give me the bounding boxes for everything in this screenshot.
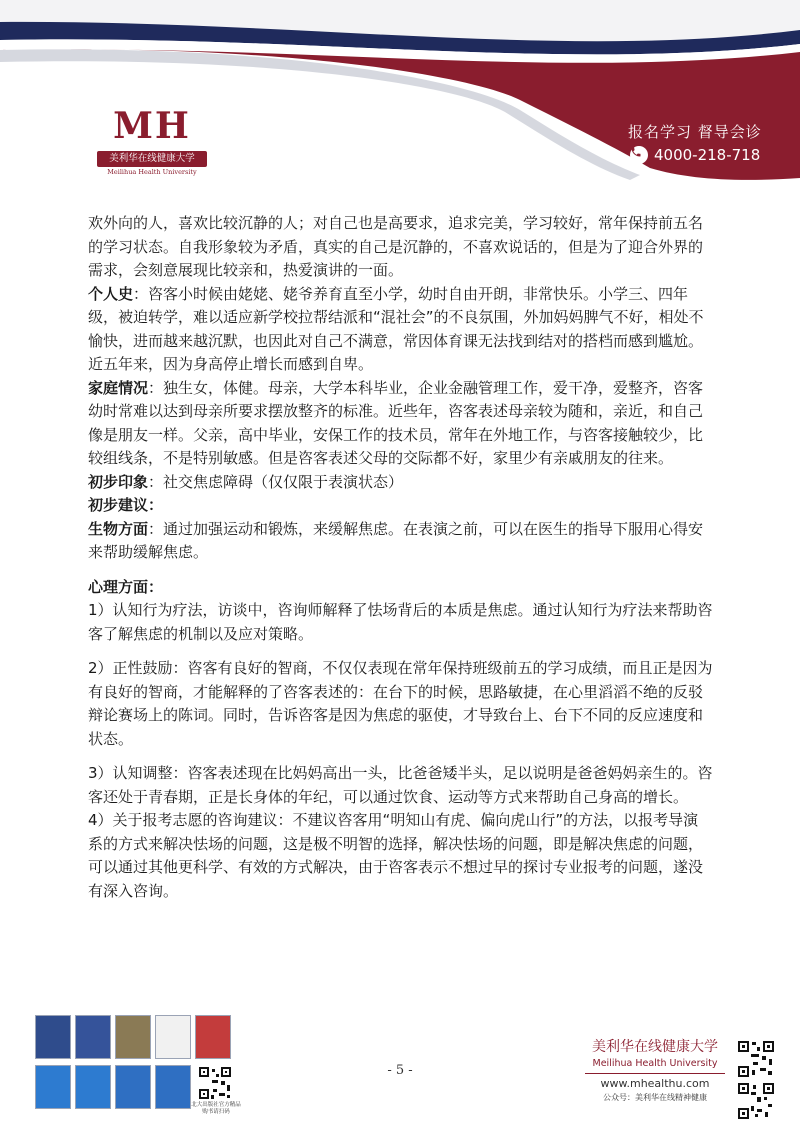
list-item: 4）关于报考志愿的咨询建议：不建议咨客用“明知山有虎、偏向虎山行”的方法，以报考导演系的方式来解决怯场的问题，这是极不明智的选择，解决怯场的问题，即是解决焦虑的问题，可以通过其他更科学、有效的方式解决，由于咨客表示不想过早的探讨专业报考的问题，遂没有深入咨询。 [88, 811, 704, 900]
footer-url[interactable]: www.mhealthu.com [600, 1077, 710, 1090]
footer-org-en: Meilihua Health University [592, 1058, 718, 1069]
family-paragraph [88, 377, 713, 471]
header-slogan: 报名学习 督导会诊 [628, 123, 762, 141]
qr-caption: 北大出版社官方精品 购书请扫码 [191, 1102, 241, 1115]
book-cover[interactable] [155, 1015, 191, 1059]
family-label: 家庭情况 [88, 378, 149, 397]
personal-history-text: ：咨客小时候由姥姥、姥爷养育直至小学，幼时自由开朗，非常快乐。小学三、四年级，被迫转学，难以适应新学校拉帮结派和“混社会”的不良氛围，外加妈妈脾气不好，相处不愉快，进而越来越沉默，也因此对自己不满意，常因体育课无法找到结对的搭档而感到尴尬。近五年来，因为身高停止增长而感到自卑。 [88, 284, 704, 373]
logo-ribbon: 美利华在线健康大学 [97, 151, 207, 167]
footer-wechat: 公众号：美利华在线精神健康 [603, 1093, 707, 1102]
impression-label: 初步印象 [88, 472, 149, 491]
qr-code-icon[interactable] [737, 1040, 775, 1078]
header-phone[interactable] [630, 146, 760, 164]
personal-history-label: 个人史 [88, 284, 134, 303]
impression-paragraph [88, 471, 713, 495]
logo-text: MH [113, 105, 191, 147]
footer-divider [585, 1073, 725, 1074]
qr-code-icon[interactable] [737, 1082, 775, 1120]
document-body [88, 212, 713, 903]
family-text: ：独生女，体健。母亲，大学本科毕业，企业金融管理工作，爱干净，爱整齐，咨客幼时常难以达到母亲所要求摆放整齐的标准。近些年，咨客表述母亲较为随和，亲近，和自己像是朋友一样。父亲，高中毕业，安保工作的技术员，常年在外地工作，与咨客接触较少，比较组线条，不是特别敏感。但是咨客表述父母的交际都不好，家里少有亲戚朋友的往来。 [88, 378, 704, 467]
logo-subtitle: Meilihua Health University [107, 168, 197, 176]
suggestion-label: 初步建议： [88, 496, 164, 514]
footer-org-name: 美利华在线健康大学 [592, 1039, 718, 1055]
bio-text: ：通过加强运动和锻炼，来缓解焦虑。在表演之前，可以在医生的指导下服用心得安来帮助缓解焦虑。 [88, 519, 704, 561]
phone-icon [630, 146, 648, 164]
intro-paragraph: 欢外向的人，喜欢比较沉静的人；对自己也是高要求，追求完美，学习较好，常年保持前五名的学习状态。自我形象较为矛盾，真实的自己是沉静的，不喜欢说话的，但是为了迎合外界的需求，会刻意展现比较亲和，热爱演讲的一面。 [88, 214, 704, 279]
book-cover[interactable] [35, 1015, 71, 1059]
list-item: 1）认知行为疗法，访谈中，咨询师解释了怯场背后的本质是焦虑。通过认知行为疗法来帮助咨客了解焦虑的机制以及应对策略。 [88, 601, 713, 643]
page-number: - 5 - [387, 1063, 413, 1078]
personal-history-paragraph [88, 283, 713, 377]
phone-number: 4000-218-718 [654, 146, 761, 164]
impression-text: ：社交焦虑障碍（仅仅限于表演状态） [148, 472, 404, 491]
bio-paragraph [88, 518, 713, 565]
list-item: 2）正性鼓励：咨客有良好的智商，不仅仅表现在常年保持班级前五的学习成绩，而且正是因为有良好的智商，才能解释的了咨客表述的：在台下的时候，思路敏捷，在心里滔滔不绝的反驳辩论赛场上的陈词。同时，告诉咨客是因为焦虑的驱使，才导致台上、台下不同的反应速度和状态。 [88, 659, 713, 748]
book-cover[interactable] [115, 1015, 151, 1059]
psych-heading [88, 576, 713, 600]
page-header [0, 0, 800, 200]
logo [93, 105, 211, 183]
bio-label: 生物方面 [88, 519, 149, 538]
list-item: 3）认知调整：咨客表述现在比妈妈高出一头，比爸爸矮半头，足以说明是爸爸妈妈亲生的。咨客还处于青春期，正是长身体的年纪，可以通过饮食、运动等方式来帮助自己身高的增长。 [88, 764, 713, 806]
suggestion-heading [88, 494, 713, 518]
book-cover[interactable] [75, 1015, 111, 1059]
psych-label: 心理方面： [88, 577, 164, 596]
footer-branding [585, 1036, 725, 1103]
book-cover[interactable] [195, 1015, 231, 1059]
